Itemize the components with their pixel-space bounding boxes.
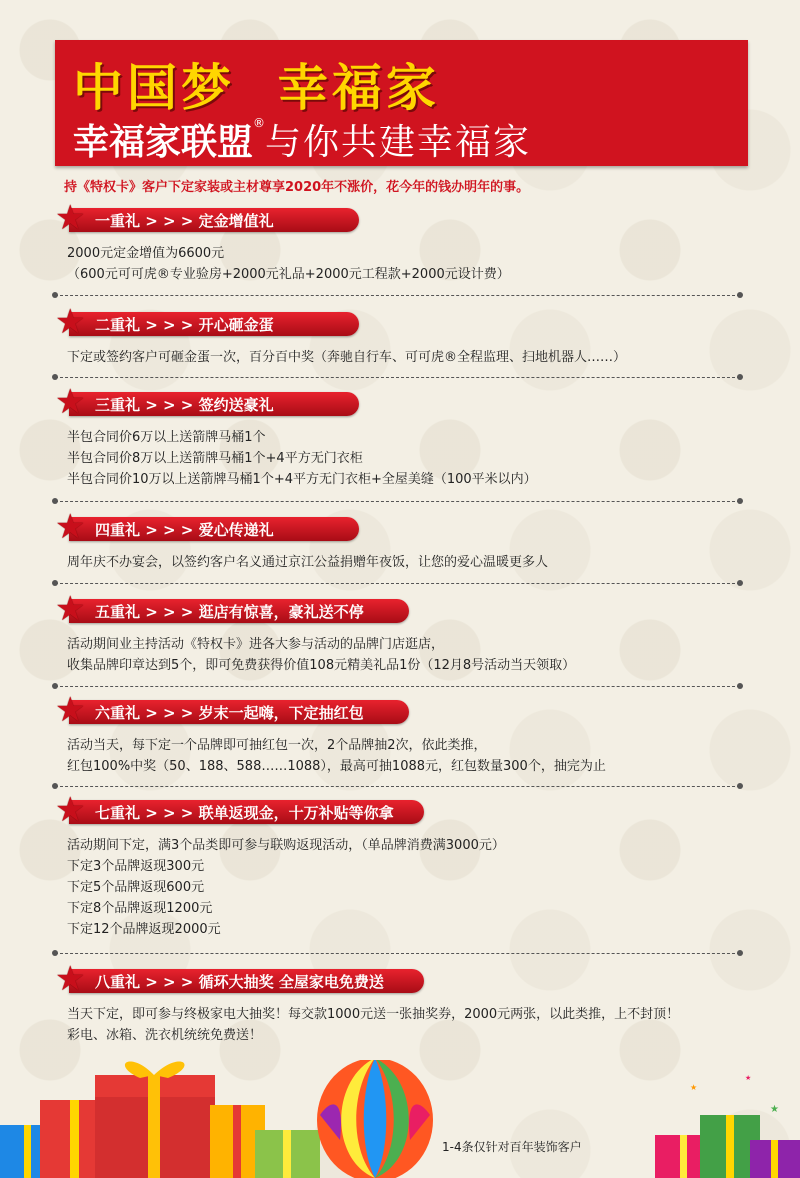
section-line: 2000元定金增值为6600元 <box>67 246 225 261</box>
page-title: 中国梦 幸福家 <box>73 58 440 117</box>
footnote: 1-4条仅针对百年装饰客户 <box>442 1140 582 1154</box>
svg-text:★: ★ <box>690 1083 698 1092</box>
star-icon: ★ <box>55 959 86 999</box>
section-line: 彩电、冰箱、洗衣机统统免费送！ <box>67 1028 263 1043</box>
subtitle-brand: 幸福家联盟 <box>73 122 254 163</box>
gift-section-5 <box>55 589 745 676</box>
svg-text:★: ★ <box>745 1074 752 1082</box>
gift-section-3 <box>55 382 745 490</box>
section-banner <box>55 302 355 342</box>
section-divider <box>55 786 740 787</box>
gift-section-8 <box>55 959 745 1046</box>
section-body <box>67 1004 745 1046</box>
section-line: 下定3个品牌返现300元 <box>67 859 205 874</box>
section-divider <box>55 377 740 378</box>
star-icon: ★ <box>55 589 86 629</box>
section-banner <box>55 589 364 629</box>
section-banner <box>55 507 355 547</box>
section-line: 半包合同价8万以上送箭牌马桶1个+4平方无门衣柜 <box>67 451 363 466</box>
section-divider <box>55 583 740 584</box>
section-line: 半包合同价10万以上送箭牌马桶1个+4平方无门衣柜+全屋美缝（100平米以内） <box>67 472 537 487</box>
star-icon: ★ <box>55 198 86 238</box>
section-banner <box>55 690 364 730</box>
gift-section-4 <box>55 507 745 573</box>
section-line: 周年庆不办宴会，以签约客户名义通过京江公益捐赠年夜饭，让您的爱心温暖更多人 <box>67 555 549 570</box>
section-line: 活动期间业主持活动《特权卡》进各大参与活动的品牌门店逛店， <box>67 637 445 652</box>
gift-boxes-illustration <box>0 1060 800 1178</box>
section-body <box>67 347 745 368</box>
section-title: 七重礼 > > > 联单返现金，十万补贴等你拿 <box>95 804 394 822</box>
section-line: 下定5个品牌返现600元 <box>67 880 205 895</box>
section-divider <box>55 953 740 954</box>
section-line: （600元可可虎®专业验房+2000元礼品+2000元工程款+2000元设计费） <box>67 267 510 282</box>
star-icon: ★ <box>55 790 86 830</box>
subtitle-slogan: 与你共建幸福家 <box>265 122 532 163</box>
section-title: 八重礼 > > > 循环大抽奖 全屋家电免费送 <box>95 973 384 991</box>
intro-text: 持《特权卡》客户下定家装或主材尊享2020年不涨价，花今年的钱办明年的事。 <box>64 180 530 195</box>
star-icon: ★ <box>55 302 86 342</box>
star-icon: ★ <box>55 382 86 422</box>
registered-mark: ® <box>253 116 266 130</box>
section-divider <box>55 501 740 502</box>
section-line: 下定或签约客户可砸金蛋一次，百分百中奖（奔驰自行车、可可虎®全程监理、扫地机器人……） <box>67 350 627 365</box>
section-line: 收集品牌印章达到5个，即可免费获得价值108元精美礼品1份（12月8号活动当天领取） <box>67 658 576 673</box>
section-line: 当天下定，即可参与终极家电大抽奖！每交款1000元送一张抽奖券，2000元两张，以此类推，上不封顶！ <box>67 1007 680 1022</box>
gift-section-2 <box>55 302 745 368</box>
section-banner <box>55 382 355 422</box>
section-title: 四重礼 > > > 爱心传递礼 <box>95 521 274 539</box>
section-banner <box>55 959 384 999</box>
section-body <box>67 552 745 573</box>
section-divider <box>55 295 740 296</box>
section-title: 一重礼 > > > 定金增值礼 <box>95 212 274 230</box>
section-line: 活动期间下定，满3个品类即可参与联购返现活动，（单品牌消费满3000元） <box>67 838 505 853</box>
section-line: 下定12个品牌返现2000元 <box>67 922 221 937</box>
section-title: 五重礼 > > > 逛店有惊喜，豪礼送不停 <box>95 603 364 621</box>
gift-section-7 <box>55 790 745 940</box>
section-line: 红包100%中奖（50、188、588……1088），最高可抽1088元，红包数量300个，抽完为止 <box>67 759 606 774</box>
section-line: 活动当天，每下定一个品牌即可抽红包一次，2个品牌抽2次，依此类推， <box>67 738 487 753</box>
section-body <box>67 243 745 285</box>
section-line: 半包合同价6万以上送箭牌马桶1个 <box>67 430 266 445</box>
gift-section-6 <box>55 690 745 777</box>
page-subtitle <box>73 114 531 165</box>
section-body <box>67 427 745 490</box>
section-body <box>67 634 745 676</box>
section-body <box>67 835 745 940</box>
section-banner <box>55 198 355 238</box>
section-title: 六重礼 > > > 岁末一起嗨，下定抽红包 <box>95 704 364 722</box>
svg-text:★: ★ <box>770 1104 779 1115</box>
section-divider <box>55 686 740 687</box>
section-title: 三重礼 > > > 签约送豪礼 <box>95 396 274 414</box>
section-body <box>67 735 745 777</box>
header-banner <box>55 40 748 166</box>
section-title: 二重礼 > > > 开心砸金蛋 <box>95 316 274 334</box>
section-line: 下定8个品牌返现1200元 <box>67 901 213 916</box>
gift-section-1 <box>55 198 745 285</box>
star-icon: ★ <box>55 507 86 547</box>
section-banner <box>55 790 394 830</box>
star-icon: ★ <box>55 690 86 730</box>
